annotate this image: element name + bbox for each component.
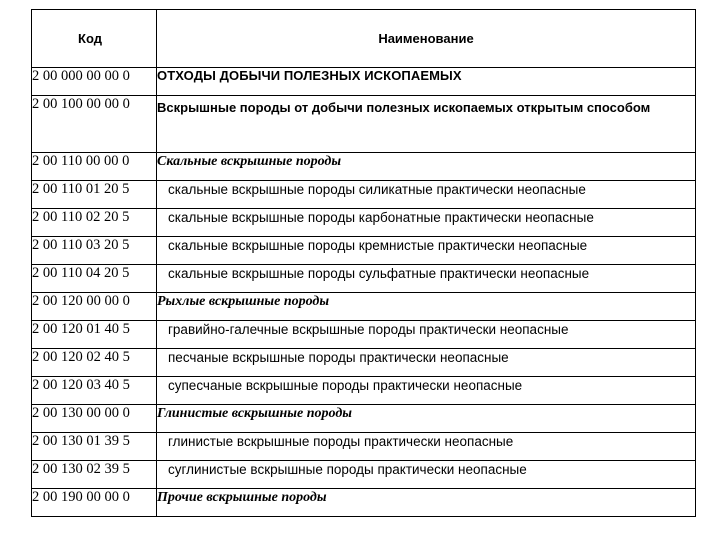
row-code: 2 00 190 00 00 0: [32, 489, 157, 517]
table-row: [32, 96, 696, 153]
table-row: [32, 181, 696, 209]
column-header-name: Наименование: [157, 10, 696, 68]
table-row: [32, 433, 696, 461]
row-name-cell: [157, 433, 696, 461]
item-name: суглинистые вскрышные породы практически неопасные: [168, 462, 527, 477]
table-row: [32, 209, 696, 237]
group-title: Глинистые вскрышные породы: [157, 406, 352, 421]
section-title: ОТХОДЫ ДОБЫЧИ ПОЛЕЗНЫХ ИСКОПАЕМЫХ: [157, 68, 462, 83]
row-name-cell: [157, 405, 696, 433]
item-name: глинистые вскрышные породы практически неопасные: [168, 434, 514, 449]
row-code: 2 00 110 04 20 5: [32, 265, 157, 293]
table-row: [32, 377, 696, 405]
row-code: 2 00 130 02 39 5: [32, 461, 157, 489]
table-row: [32, 237, 696, 265]
row-name-cell: [157, 153, 696, 181]
row-code: 2 00 130 00 00 0: [32, 405, 157, 433]
row-name-cell: [157, 96, 696, 153]
row-code: 2 00 130 01 39 5: [32, 433, 157, 461]
subsection-title: Вскрышные породы от добычи полезных ископаемых открытым способом: [157, 100, 651, 115]
table-row: [32, 405, 696, 433]
table-row: [32, 461, 696, 489]
table-row: [32, 489, 696, 517]
item-name: скальные вскрышные породы карбонатные практически неопасные: [168, 210, 594, 225]
item-name: скальные вскрышные породы силикатные практически неопасные: [168, 182, 586, 197]
row-name-cell: [157, 265, 696, 293]
row-name-cell: [157, 489, 696, 517]
row-code: 2 00 120 00 00 0: [32, 293, 157, 321]
table-row: [32, 265, 696, 293]
row-code: 2 00 110 01 20 5: [32, 181, 157, 209]
row-name-cell: [157, 237, 696, 265]
table-header-row: [32, 10, 696, 68]
table-row: [32, 293, 696, 321]
waste-catalog-table: [31, 9, 696, 517]
column-header-code: Код: [32, 10, 157, 68]
row-name-cell: [157, 321, 696, 349]
row-name-cell: [157, 293, 696, 321]
row-code: 2 00 120 02 40 5: [32, 349, 157, 377]
item-name: песчаные вскрышные породы практически неопасные: [168, 350, 509, 365]
group-title: Прочие вскрышные породы: [157, 490, 327, 505]
item-name: супесчаные вскрышные породы практически неопасные: [168, 378, 523, 393]
row-name-cell: [157, 461, 696, 489]
row-name-cell: [157, 181, 696, 209]
row-name-cell: [157, 377, 696, 405]
row-name-cell: [157, 349, 696, 377]
row-code: 2 00 100 00 00 0: [32, 96, 157, 153]
row-name-cell: [157, 209, 696, 237]
item-name: скальные вскрышные породы сульфатные практически неопасные: [168, 266, 590, 281]
row-code: 2 00 120 03 40 5: [32, 377, 157, 405]
item-name: гравийно-галечные вскрышные породы практически неопасные: [168, 322, 569, 337]
row-name-cell: [157, 68, 696, 96]
row-code: 2 00 110 00 00 0: [32, 153, 157, 181]
group-title: Скальные вскрышные породы: [157, 154, 342, 169]
row-code: 2 00 110 03 20 5: [32, 237, 157, 265]
item-name: скальные вскрышные породы кремнистые практически неопасные: [168, 238, 588, 253]
row-code: 2 00 120 01 40 5: [32, 321, 157, 349]
table-row: [32, 153, 696, 181]
row-code: 2 00 110 02 20 5: [32, 209, 157, 237]
row-code: 2 00 000 00 00 0: [32, 68, 157, 96]
table-row: [32, 68, 696, 96]
table-row: [32, 349, 696, 377]
group-title: Рыхлые вскрышные породы: [157, 294, 330, 309]
table-row: [32, 321, 696, 349]
